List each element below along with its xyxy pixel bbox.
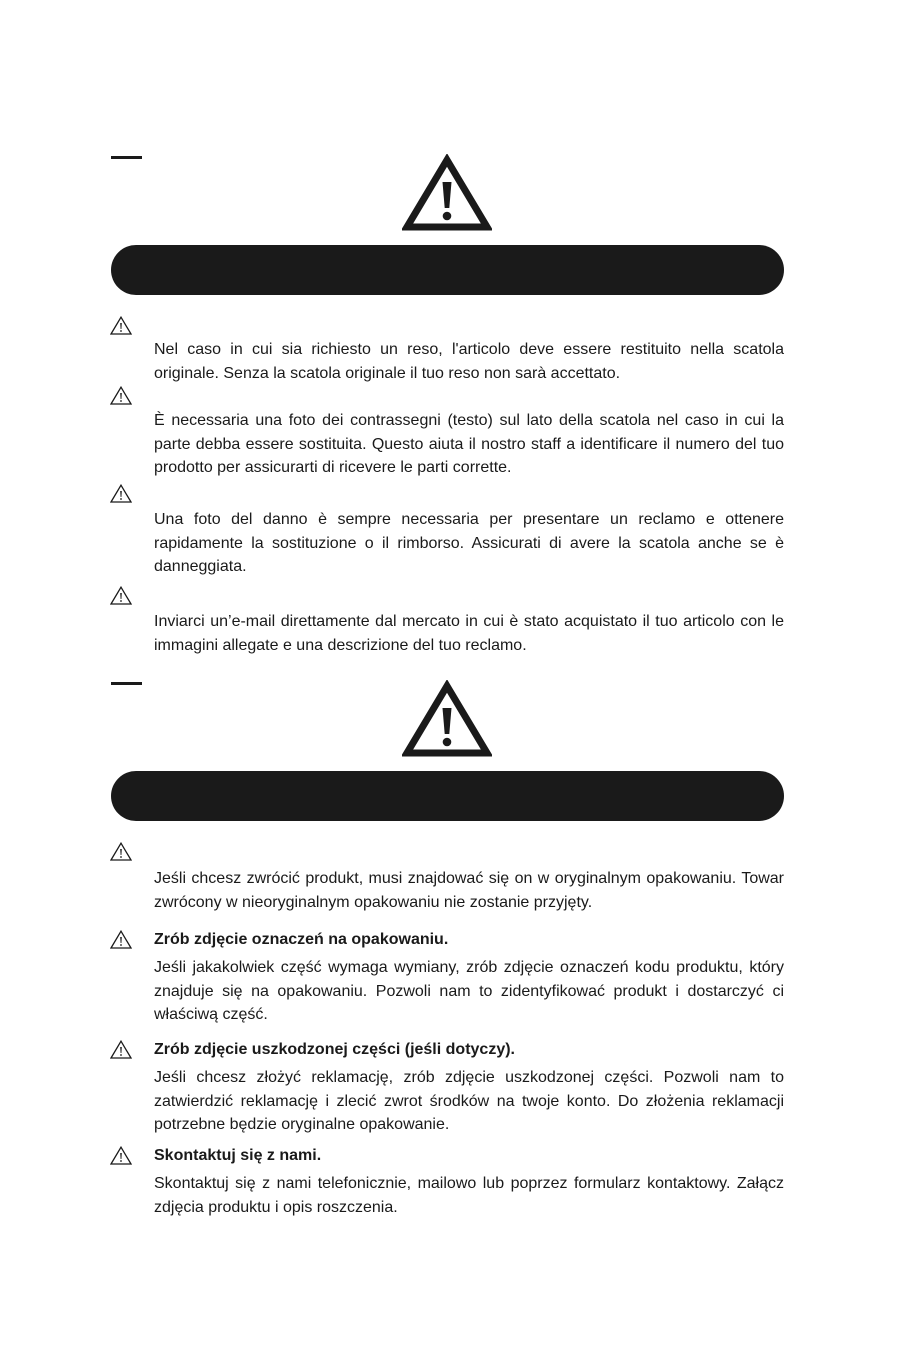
warning-icon	[110, 842, 132, 861]
item-text: Jeśli chcesz złożyć reklamację, zrób zdjęcie uszkodzonej części. Pozwoli nam to zatwierdzić reklamację i zlecić zwrot środków na twoje konto. Do złożenia reklamacji potrzebne będzie oryginalne opakowanie.	[154, 1069, 784, 1133]
item-heading: Skontaktuj się z nami.	[154, 1147, 322, 1164]
item-text: Jeśli chcesz zwrócić produkt, musi znajdować się on w oryginalnym opakowaniu. Towar zwrócony w nieoryginalnym opakowaniu nie zostanie przyjęty.	[154, 870, 784, 911]
section-dash	[111, 682, 142, 685]
warning-icon	[110, 316, 132, 335]
section-banner	[111, 771, 784, 821]
item-text: Una foto del danno è sempre necessaria per presentare un reclamo e ottenere rapidamente la sostituzione o il rimborso. Assicurati di avere la scatola anche se è danneggiata.	[154, 511, 784, 575]
warning-icon	[110, 930, 132, 949]
item-text: Skontaktuj się z nami telefonicznie, mailowo lub poprzez formularz kontaktowy. Załącz zdjęcia produktu i opis roszczenia.	[154, 1175, 784, 1216]
warning-icon	[110, 586, 132, 605]
warning-icon	[110, 1146, 132, 1165]
item-text: Nel caso in cui sia richiesto un reso, l'articolo deve essere restituito nella scatola originale. Senza la scatola originale il tuo reso non sarà accettato.	[154, 341, 784, 382]
item-heading: Zrób zdjęcie uszkodzonej części (jeśli dotyczy).	[154, 1041, 515, 1058]
item-text: Inviarci un’e-mail direttamente dal mercato in cui è stato acquistato il tuo articolo con le immagini allegate e una descrizione del tuo reclamo.	[154, 613, 784, 654]
section-banner	[111, 245, 784, 295]
item-text: Jeśli jakakolwiek część wymaga wymiany, zrób zdjęcie oznaczeń kodu produktu, który znajduje się na opakowaniu. Pozwoli nam to zidentyfikować produkt i dostarczyć ci właściwą część.	[154, 959, 784, 1023]
warning-triangle-icon	[402, 154, 492, 232]
item-text: È necessaria una foto dei contrassegni (testo) sul lato della scatola nel caso in cui la parte debba essere sostituita. Questo aiuta il nostro staff a identificare il numero del tuo prodotto per assicurarti di ricevere le parti corrette.	[154, 412, 784, 476]
item-heading: Zrób zdjęcie oznaczeń na opakowaniu.	[154, 931, 449, 948]
warning-icon	[110, 484, 132, 503]
section-dash	[111, 156, 142, 159]
warning-icon	[110, 386, 132, 405]
warning-icon	[110, 1040, 132, 1059]
warning-triangle-icon	[402, 680, 492, 758]
